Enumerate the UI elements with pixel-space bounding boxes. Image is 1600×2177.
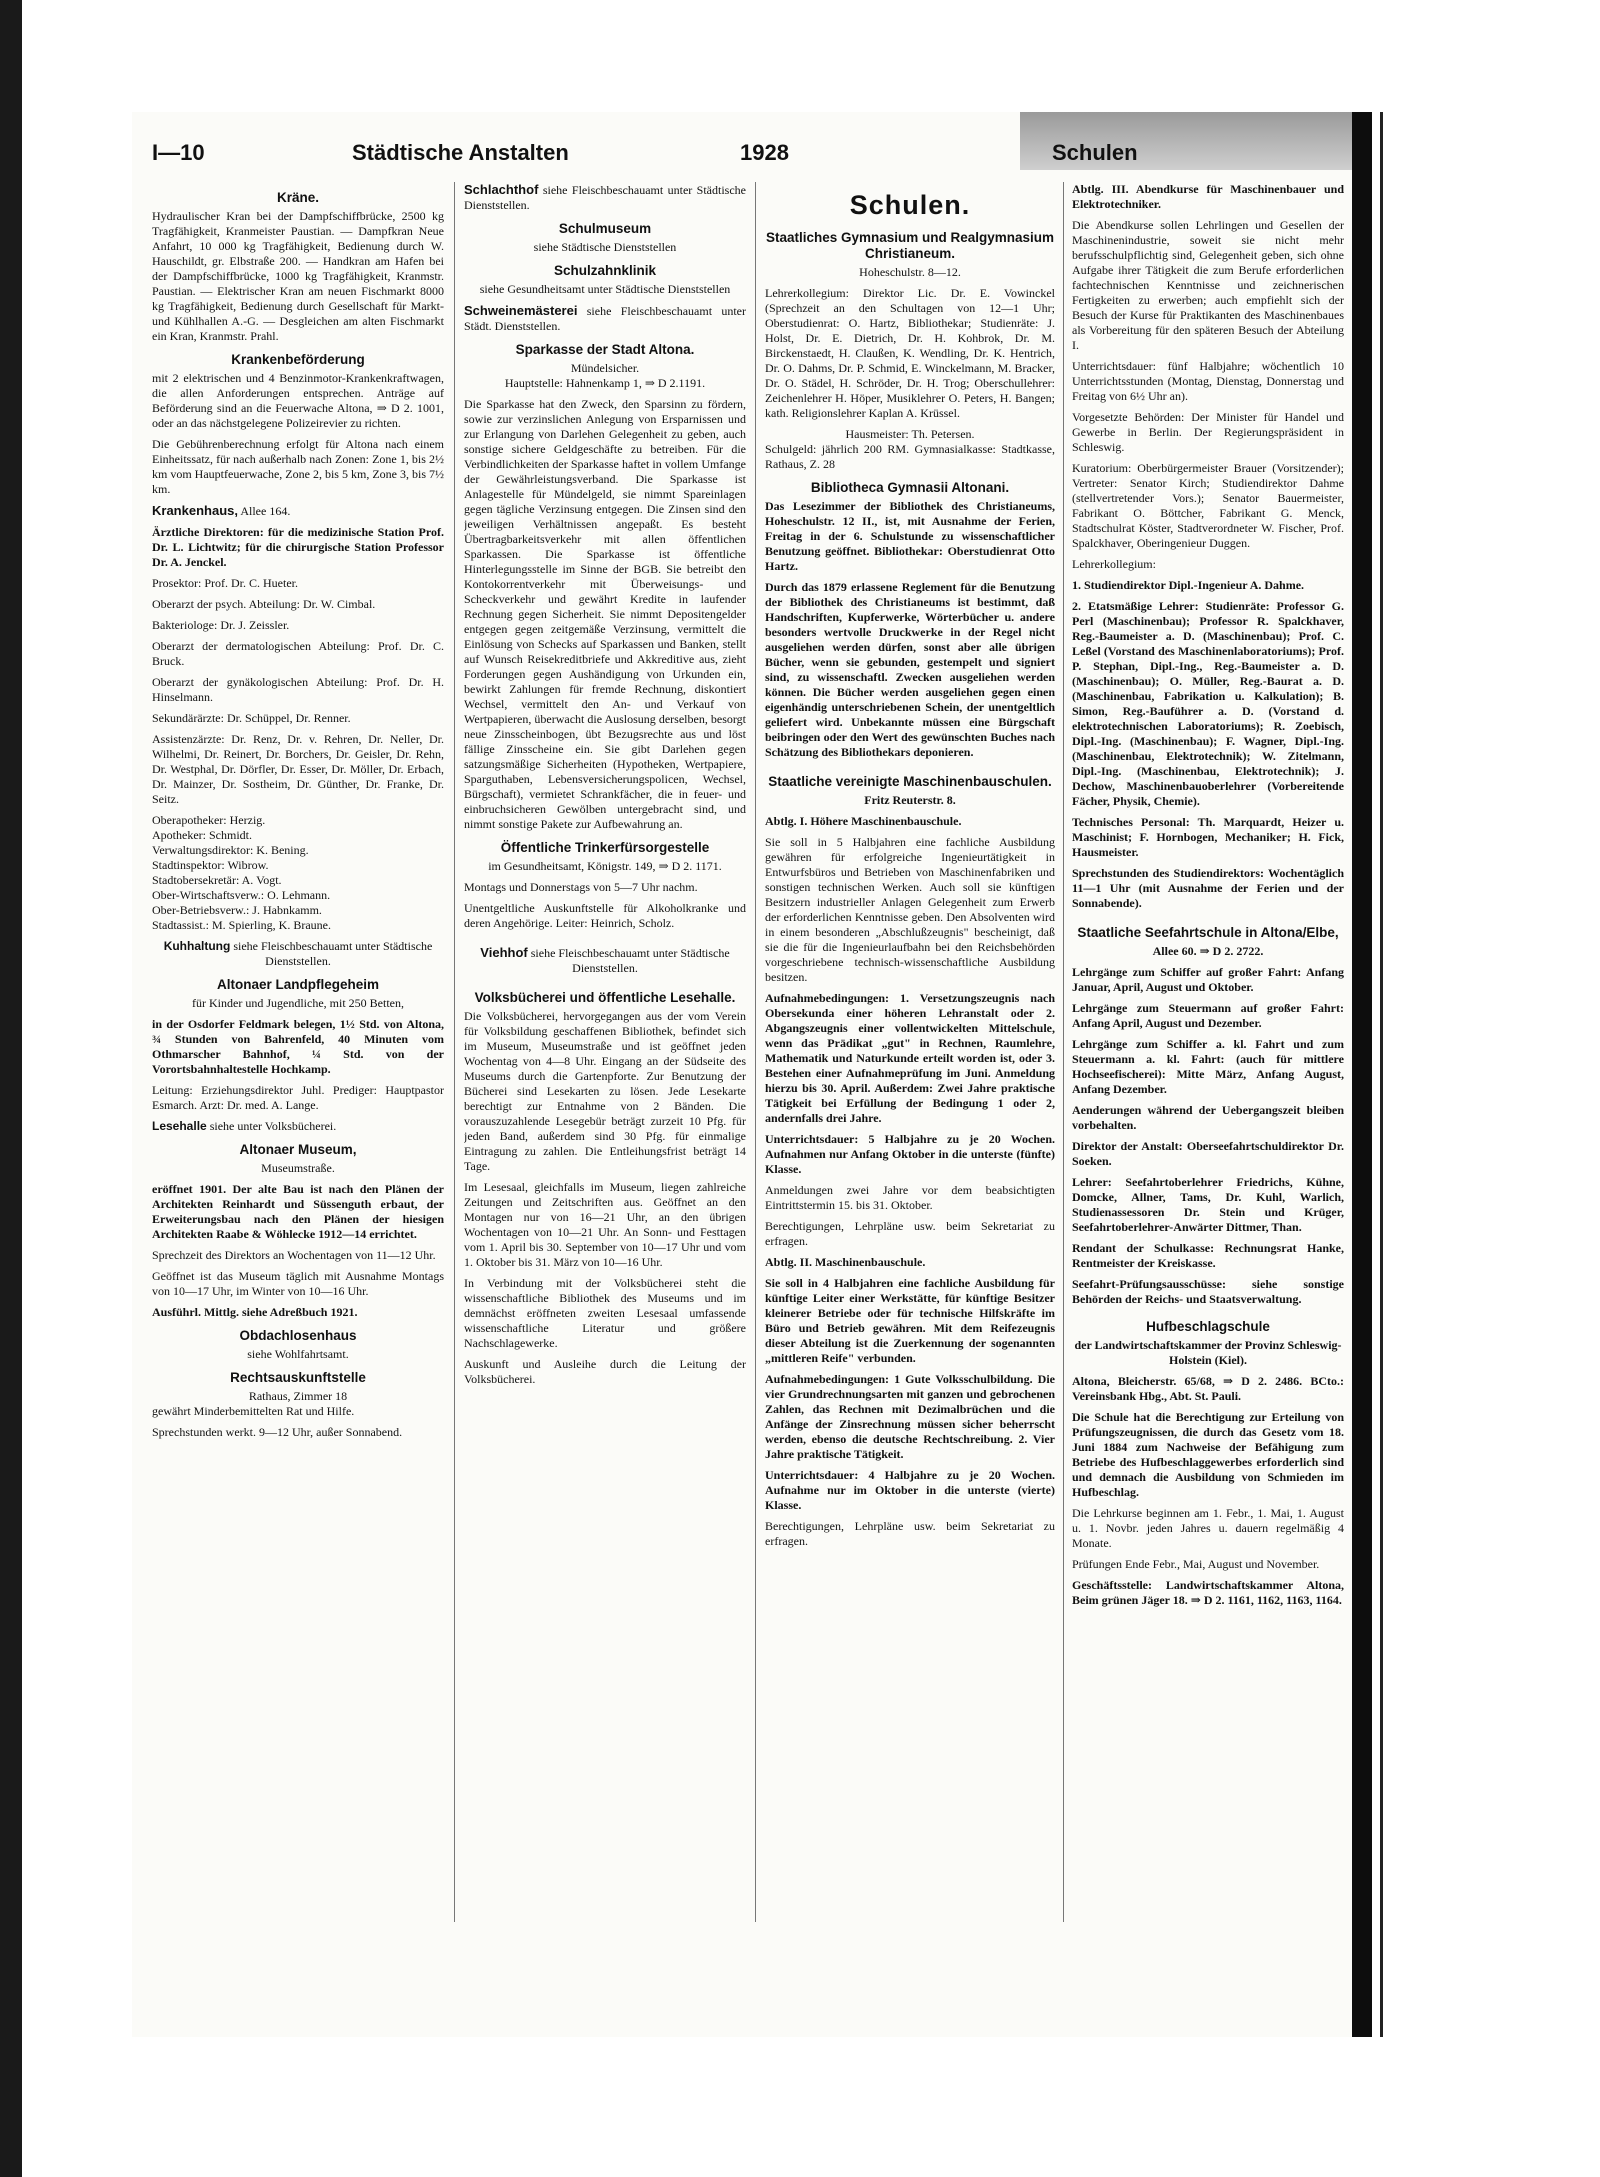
abteilung-2-text: Berechtigungen, Lehrpläne usw. beim Sekretariat zu erfragen. (765, 1519, 1055, 1548)
list-item: Oberarzt der psych. Abteilung: Dr. W. Cimbal. (152, 597, 376, 611)
column-4 (1072, 182, 1344, 1932)
chapter-title: Schulen (1052, 140, 1138, 165)
landpflegeheim-subtitle: für Kinder und Jugendliche, mit 250 Betten, (192, 996, 404, 1010)
column-rule (755, 182, 756, 1922)
schweinemaesterei-text: siehe Fleischbeschauamt unter Städt. Dienststellen. (464, 304, 746, 333)
hufbeschlagschule-text: Die Schule hat die Berechtigung zur Erteilung von Prüfungszeugnissen, die durch das Gesetz vom 18. Juni 1884 zum Nachweise der Befähigung zum Betriebe des Hufbeschlaggewerbes erforderlich sind und demnach die Ausbildung von Schmieden im Hufbeschlag. (1072, 1410, 1344, 1499)
schlachthof-heading: Schlachthof (464, 182, 539, 197)
list-item: Assistenzärzte: Dr. Renz, Dr. v. Rehren, Dr. Neller, Dr. Wilhelmi, Dr. Reinert, Dr. Borchers, Dr. Geisler, Dr. Rehn, Dr. Westphal, Dr. Dörfler, Dr. Esser, Dr. Möller, Dr. Erbach, Dr. Mainzer, Dr. Sostheim, Dr. Günther, Dr. Franke, Dr. Seitz. (152, 732, 444, 806)
abteilung-2-text: Aufnahmebedingungen: 1 Gute Volksschulbildung. Die vier Grundrechnungsarten mit ganzen und gebrochenen Zahlen, das Rechnen mit Dezimalbrüchen und die Anfänge der Zinsrechnung müssen sicher beherrscht werden, ebenso die deutsche Rechtschreibung. 2. Vier Jahre praktische Tätigkeit. (765, 1372, 1055, 1461)
kuhhaltung-heading: Kuhhaltung (163, 939, 231, 953)
obdachlosenhaus-heading: Obdachlosenhaus (239, 1328, 357, 1343)
abteilung-3-text: Sprechstunden des Studiendirektors: Wochentäglich 11—1 Uhr (mit Ausnahme der Ferien und der Sonnabende). (1072, 866, 1344, 910)
krankenhaus-text: Ärztliche Direktoren: für die medizinische Station Prof. Dr. L. Lichtwitz; für die chirurgische Station Professor Dr. A. Jenckel. (152, 525, 444, 569)
kraene-text: Hydraulischer Kran bei der Dampfschiffbrücke, 2500 kg Tragfähigkeit, Kranmeister Paustian. — Dampfkran Neue Anfahrt, 10 000 kg Tragfähigkeit, Bedienung durch W. Hauschildt, gr. Elbstraße 200. — Handkran am Hafen bei der Dampfschiffbrücke, 1000 kg Tragfähigkeit, Kranmstr. Paustian. — Elektrischer Kran am neuen Fischmarkt 8000 kg Tragfähigkeit, Bedienung durch Gesellschaft für Markt- und Kühlhallen A.-G. — Desgleichen am alten Fischmarkt ein Kran, Kranmstr. Prahl. (152, 209, 444, 343)
volksbuecherei-text: In Verbindung mit der Volksbücherei steht die wissenschaftliche Bibliothek des Museums und im demnächst eröffneten zweiten Lesesaal umfassende wissenschaftliche Literatur und größere Nachschlagewerke. (464, 1276, 746, 1350)
trinkerfuersorge-text: Montags und Donnerstags von 5—7 Uhr nachm. (464, 880, 698, 894)
volksbuecherei-text: Im Lesesaal, gleichfalls im Museum, liegen zahlreiche Zeitungen und Zeitschriften aus. Geöffnet an den Montagen nur von 16—21 Uhr, an den übrigen Wochentagen von 10—21 Uhr. An Sonn- und Festtagen vom 1. April bis 30. September von 10—17 Uhr und vom 1. Oktober bis 31. März von 10—16 Uhr. (464, 1180, 746, 1269)
christianeum-heading: Staatliches Gymnasium und Realgymnasium Christianeum. (765, 230, 1055, 261)
seefahrtschule-text: Direktor der Anstalt: Oberseefahrtschuldirektor Dr. Soeken. (1072, 1139, 1344, 1168)
seefahrtschule-text: Lehrer: Seefahrtoberlehrer Friedrichs, Kühne, Domcke, Allner, Tams, Dr. Kuhl, Warlich, Studienassessoren Dr. Stein und Krüger, Seefahrtoberlehrer-Anwärter Dittmer, Than. (1072, 1175, 1344, 1234)
list-item: Ober-Betriebsverw.: J. Habnkamm. (152, 903, 322, 917)
hufbeschlagschule-text: Prüfungen Ende Febr., Mai, August und November. (1072, 1557, 1320, 1571)
museum-heading: Altonaer Museum, (239, 1142, 357, 1157)
seefahrtschule-text: Lehrgänge zum Steuermann auf großer Fahrt: Anfang April, August und Dezember. (1072, 1001, 1344, 1030)
list-item: Stadtobersekretär: A. Vogt. (152, 873, 282, 887)
schulzahnklinik-text: siehe Gesundheitsamt unter Städtische Dienststellen (479, 282, 731, 296)
christianeum-text: Lehrerkollegium: Direktor Lic. Dr. E. Vowinckel (Sprechzeit an den Schultagen von 12—1 Uhr; Oberstudienrat: O. Hartz, Bibliothekar; Studienräte: J. Holst, Dr. E. Dietrich, Dr. H. Kohbrok, Dr. M. Birckenstaedt, H. Claußen, K. Wendling, Dr. K. Hentrich, Dr. O. Dahms, Dr. P. Schmid, E. Winckelmann, M. Bracker, Dr. O. Städel, H. Schröder, Dr. H. Trog; Oberschullehrer: Zeichenlehrer H. Höper, Musiklehrer O. Peters, H. Bangen; kath. Religionslehrer Kaplan A. Krüssel. (765, 286, 1055, 420)
abteilung-1-text: Berechtigungen, Lehrpläne usw. beim Sekretariat zu erfragen. (765, 1219, 1055, 1248)
schulzahnklinik-heading: Schulzahnklinik (553, 263, 657, 278)
sparkasse-heading: Sparkasse der Stadt Altona. (515, 342, 695, 357)
lesehalle-heading: Lesehalle (152, 1119, 207, 1133)
krankenhaus-staff-list (152, 576, 444, 933)
scan-right-line (1380, 112, 1383, 2037)
abteilung-1-text: Unterrichtsdauer: 5 Halbjahre zu je 20 Wochen. Aufnahmen nur Anfang Oktober in die unterste (fünfte) Klasse. (765, 1132, 1055, 1176)
trinkerfuersorge-heading: Öffentliche Trinkerfürsorgestelle (500, 840, 710, 855)
seefahrtschule-text: Seefahrt-Prüfungsausschüsse: siehe sonstige Behörden der Reichs- und Staatsverwaltung. (1072, 1277, 1344, 1306)
list-item: Ober-Wirtschaftsverw.: O. Lehmann. (152, 888, 331, 902)
hufbeschlagschule-text: Geschäftsstelle: Landwirtschaftskammer Altona, Beim grünen Jäger 18. ⇒ D 2. 1161, 1162, 1163, 1164. (1072, 1578, 1344, 1607)
column-2 (464, 182, 746, 1932)
abteilung-2-heading: Abtlg. II. Maschinenbauschule. (765, 1255, 926, 1269)
list-item: Oberarzt der gynäkologischen Abteilung: Prof. Dr. H. Hinselmann. (152, 675, 444, 704)
christianeum-address: Hoheschulstr. 8—12. (859, 265, 961, 279)
bibliotheca-heading: Bibliotheca Gymnasii Altonani. (810, 480, 1010, 495)
schweinemaesterei-heading: Schweinemästerei (464, 303, 578, 318)
seefahrtschule-text: Lehrgänge zum Schiffer a. kl. Fahrt und zum Steuermann a. kl. Fahrt: (auch für mittlere Hochseefischerei): Mitte März, Anfang August, Anfang Dezember. (1072, 1037, 1344, 1096)
list-item: Stadtinspektor: Wibrow. (152, 858, 269, 872)
rechtsauskunft-text: Sprechstunden werkt. 9—12 Uhr, außer Sonnabend. (152, 1425, 403, 1439)
museum-address: Museumstraße. (261, 1161, 335, 1175)
schulen-heading: Schulen. (849, 190, 971, 220)
section-title: Städtische Anstalten (352, 140, 569, 165)
abteilung-3-text: Lehrerkollegium: (1072, 557, 1156, 571)
schulmuseum-text: siehe Städtische Dienststellen (533, 240, 677, 254)
scan-left-edge (0, 0, 22, 2177)
museum-text: Ausführl. Mittlg. siehe Adreßbuch 1921. (152, 1305, 358, 1319)
list-item: Apotheker: Schmidt. (152, 828, 252, 842)
krankenbefoerderung-text: mit 2 elektrischen und 4 Benzinmotor-Krankenkraftwagen, die allen Anforderungen entsprechen. Anträge auf Beförderung sind an die Feuerwache Altona, ⇒ D 2. 1001, oder an das nächstgelegene Polizeirevier zu richten. (152, 371, 444, 430)
abteilung-3-text: 2. Etatsmäßige Lehrer: Studienräte: Professor G. Perl (Maschinenbau); Professor R. Spalckhaver, Reg.-Baumeister a. D. (Maschinenbau); Prof. C. Leßel (Vorstand des Maschinenlaboratoriums); Prof. P. Stephan, Dipl.-Ing., Reg.-Baumeister a. D. (Maschinenbau); O. Müller, Reg.-Baurat a. D. (Maschinenbau, Fabrikation u. Kalkulation); B. Simon, Reg.-Bauführer a. D. (Vorstand d. elektrotechnischen Laboratoriums); R. Zoebisch, Dipl.-Ing. (Maschinenbau); F. Wagner, Dipl.-Ing. (Maschinenbau, Elektrotechnik); W. Zitelmann, Dipl.-Ing. (Maschinenbau, Elektrotechnik); J. Dechow, Maschinenbauoberlehrer (Vorbereitende Fächer, Physik, Chemie). (1072, 599, 1344, 808)
krankenbefoerderung-text: Die Gebührenberechnung erfolgt für Altona nach einem Einheitssatz, für nach außerhalb nach Zonen: Zone 1, bis 2½ km vom Hauptfeuerwache, Zone 2, bis 5 km, Zone 3, bis 7½ km. (152, 437, 444, 496)
abteilung-2-text: Unterrichtsdauer: 4 Halbjahre zu je 20 Wochen. Aufnahme nur im Oktober in die unterste (vierte) Klasse. (765, 1468, 1055, 1512)
abteilung-3-text: 1. Studiendirektor Dipl.-Ingenieur A. Dahme. (1072, 578, 1305, 592)
museum-text: Geöffnet ist das Museum täglich mit Ausnahme Montags von 10—17 Uhr, im Winter von 10—16 Uhr. (152, 1269, 444, 1298)
volksbuecherei-text: Auskunft und Ausleihe durch die Leitung der Volksbücherei. (464, 1357, 746, 1386)
bibliotheca-text: Das Lesezimmer der Bibliothek des Christianeums, Hoheschulstr. 12 II., ist, mit Ausnahme der Ferien, Freitag in der 6. Schulstunde zu wissenschaftlicher Benutzung geöffnet. Bibliothekar: Oberstudienrat Otto Hartz. (765, 499, 1055, 573)
list-item: Bakteriologe: Dr. J. Zeissler. (152, 618, 290, 632)
abteilung-3-text: Vorgesetzte Behörden: Der Minister für Handel und Gewerbe in Berlin. Der Regierungspräsident in Schleswig. (1072, 410, 1344, 454)
abteilung-1-text: Sie soll in 5 Halbjahren eine fachliche Ausbildung gewähren für erfolgreiche Ingenieurtätigkeit in Entwurfsbüros und Betrieben von Maschinenfabriken und sonstigen technischen Werken. Auch soll sie künftigen Besitzern industrieller Anlagen Gelegenheit zum Erwerb der erforderlichen Kenntnisse geben. Den Absolventen wird in einem besonderen „Abschlußzeugnis" bescheinigt, daß sie die für die Ingenieurlaufbahn bei den Reichsbehörden vorgeschriebene technisch-wissenschaftliche Ausbildung besitzen. (765, 835, 1055, 984)
landpflegeheim-text: in der Osdorfer Feldmark belegen, 1½ Std. von Altona, ¾ Stunden von Bahrenfeld, 40 Minuten vom Othmarscher Bahnhof, ¼ Std. von der Vorortsbahnhaltestelle Hochkamp. (152, 1017, 444, 1076)
list-item: Verwaltungsdirektor: K. Bening. (152, 843, 309, 857)
column-1 (152, 182, 444, 1932)
page-header (152, 140, 1342, 170)
hufbeschlagschule-heading: Hufbeschlagschule (1146, 1319, 1270, 1334)
rechtsauskunft-text: gewährt Minderbemittelten Rat und Hilfe. (152, 1404, 355, 1418)
list-item: Oberarzt der dermatologischen Abteilung: Prof. Dr. C. Bruck. (152, 639, 444, 668)
seefahrtschule-heading: Staatliche Seefahrtschule in Altona/Elbe, (1077, 925, 1339, 940)
schlachthof-text: siehe Fleischbeschauamt unter Städtische Dienststellen. (464, 183, 746, 212)
museum-text: Sprechzeit des Direktors an Wochentagen von 11—12 Uhr. (152, 1248, 436, 1262)
seefahrtschule-text: Lehrgänge zum Schiffer auf großer Fahrt: Anfang Januar, April, August und Oktober. (1072, 965, 1344, 994)
column-rule (1063, 182, 1064, 1922)
seefahrtschule-address: Allee 60. ⇒ D 2. 2722. (1152, 944, 1264, 958)
abteilung-1-text: Aufnahmebedingungen: 1. Versetzungszeugnis nach Obersekunda einer höheren Lehranstalt oder 2. Abgangszeugnis einer vollentwickelten Mittelschule, wenn das Prädikat „gut" in Rechnen, Raumlehre, Mathematik und Naturkunde erteilt worden ist, oder 3. Bestehen einer Aufnahmeprüfung im Juni. Anmeldung hierzu bis 30. April. Außerdem: Zwei Jahre praktische Tätigkeit bei Erfüllung der Bedingung 1 oder 2, andernfalls drei Jahre. (765, 991, 1055, 1125)
list-item: Stadtassist.: M. Spierling, K. Braune. (152, 918, 331, 932)
abteilung-3-text: Technisches Personal: Th. Marquardt, Heizer u. Maschinist; F. Hornbogen, Mechaniker; H. Fick, Hausmeister. (1072, 815, 1344, 859)
lesehalle-text: siehe unter Volksbücherei. (209, 1119, 337, 1133)
hufbeschlagschule-text: Die Lehrkurse beginnen am 1. Febr., 1. Mai, 1. August u. 1. Novbr. jeden Jahres u. dauern regelmäßig 4 Monate. (1072, 1506, 1344, 1550)
volksbuecherei-heading: Volksbücherei und öffentliche Lesehalle. (474, 990, 736, 1005)
sparkasse-address: Hauptstelle: Hahnenkamp 1, ⇒ D 2.1191. (504, 376, 706, 390)
maschinenbauschulen-heading: Staatliche vereinigte Maschinenbauschulen. (768, 774, 1052, 789)
column-rule (454, 182, 455, 1922)
scan-right-edge (1352, 112, 1372, 2037)
list-item: Sekundärärzte: Dr. Schüppel, Dr. Renner. (152, 711, 351, 725)
abteilung-3-text: Die Abendkurse sollen Lehrlingen und Gesellen der Maschinenindustrie, soweit sie nicht mehr berufsschulpflichtig sind, Gelegenheit geben, sich ohne Aufgabe ihrer Tätigkeit die zum Berufe erforderlichen fachtechnischen Kenntnisse und zeichnerischen Fertigkeiten zu erwerben; auch empfiehlt sich der Besuch der Kurse für Praktikanten des Maschinenbaues als Vorbereitung für den späteren Besuch der Abteilung I. (1072, 218, 1344, 352)
abteilung-3-text: Unterrichtsdauer: fünf Halbjahre; wöchentlich 10 Unterrichtsstunden (Montag, Dienstag, Donnerstag und Freitag von 6½ Uhr an). (1072, 359, 1344, 403)
trinkerfuersorge-text: Unentgeltliche Auskunftstelle für Alkoholkranke und deren Angehörige. Leiter: Heinrich, Scholz. (464, 901, 746, 930)
schulmuseum-heading: Schulmuseum (558, 221, 652, 236)
viehhof-text: siehe Fleischbeschauamt unter Städtische Dienststellen. (530, 946, 730, 975)
rechtsauskunft-heading: Rechtsauskunftstelle (230, 1370, 366, 1385)
obdachlosenhaus-text: siehe Wohlfahrtsamt. (247, 1347, 349, 1361)
kuhhaltung-text: siehe Fleischbeschauamt unter Städtische Dienststellen. (233, 939, 433, 968)
landpflegeheim-leitung: Leitung: Erziehungsdirektor Juhl. Prediger: Hauptpastor Esmarch. Arzt: Dr. med. A. Lange. (152, 1083, 444, 1112)
trinkerfuersorge-address: im Gesundheitsamt, Königstr. 149, ⇒ D 2. 1171. (488, 859, 722, 873)
seefahrtschule-text: Aenderungen während der Uebergangszeit bleiben vorbehalten. (1072, 1103, 1344, 1132)
kraene-heading: Kräne. (276, 190, 320, 205)
krankenhaus-address: Allee 164. (240, 504, 291, 518)
hufbeschlagschule-subtitle: der Landwirtschaftskammer der Provinz Schleswig-Holstein (Kiel). (1074, 1338, 1342, 1367)
seefahrtschule-text: Rendant der Schulkasse: Rechnungsrat Hanke, Rentmeister der Kreiskasse. (1072, 1241, 1344, 1270)
list-item: Oberapotheker: Herzig. (152, 813, 266, 827)
viehhof-heading: Viehhof (480, 945, 528, 960)
volksbuecherei-text: Die Volksbücherei, hervorgegangen aus der vom Verein für Volksbildung geschaffenen Bibliothek, befindet sich im Museum, Museumstraße und ist geöffnet jeden Wochentag von 4—8 Uhr. Eingang an der Südseite des Museums durch die Gartenpforte. Zur Benutzung der Bücherei sind Lesekarten zu lösen. Jede Lesekarte berechtigt zur Entnahme von 2 Bänden. Die vorauszuzahlende Lesegebür beträgt zurzeit 10 Pfg. für jeden Band, außerdem sind 30 Pfg. für einmalige Eintragung zu zahlen. Die Entleihungsfrist beträgt 14 Tage. (464, 1009, 746, 1173)
christianeum-text: Hausmeister: Th. Petersen. (845, 427, 975, 441)
page-number: I—10 (152, 140, 205, 165)
rechtsauskunft-text: Rathaus, Zimmer 18 (248, 1389, 348, 1403)
museum-text: eröffnet 1901. Der alte Bau ist nach den Plänen der Architekten Reinhardt und Süssenguth erbaut, der Erweiterungsbau nach den Plänen der hiesigen Architekten Raabe & Wöhlecke 1912—14 errichtet. (152, 1182, 444, 1241)
column-3 (765, 182, 1055, 1932)
krankenbefoerderung-heading: Krankenbeförderung (231, 352, 365, 367)
abteilung-1-text: Anmeldungen zwei Jahre vor dem beabsichtigten Eintrittstermin 15. bis 31. Oktober. (765, 1183, 1055, 1212)
sparkasse-subtitle: Mündelsicher. (570, 361, 640, 375)
year: 1928 (740, 140, 789, 165)
landpflegeheim-heading: Altonaer Landpflegeheim (216, 977, 380, 992)
abteilung-2-text: Sie soll in 4 Halbjahren eine fachliche Ausbildung für künftige Leiter einer Werkstätte, für künftige Besitzer kleinerer Betriebe oder für technische Hilfskräfte im Büro und Betrieb gewähren. Mit dem Reifezeugnis dieser Abteilung ist die Zuerkennung der sogenannten „mittleren Reife" verbunden. (765, 1276, 1055, 1365)
maschinenbauschulen-address: Fritz Reuterstr. 8. (864, 793, 956, 807)
list-item: Prosektor: Prof. Dr. C. Hueter. (152, 576, 298, 590)
abteilung-3-text: Kuratorium: Oberbürgermeister Brauer (Vorsitzender); Vertreter: Senator Kirch; Studiendirektor Dahme (stellvertretender Vors.); Senator Bauermeister, Fabrikant O. Böttcher, Fabrikant G. Menck, Stadtschulrat Köster, Stadtverordneter W. Fischer, Prof. Spalckhaver, Oberingenieur Duggen. (1072, 461, 1344, 550)
hufbeschlagschule-text: Altona, Bleicherstr. 65/68, ⇒ D 2. 2486. BCto.: Vereinsbank Hbg., Abt. St. Pauli. (1072, 1374, 1344, 1403)
christianeum-text: Schulgeld: jährlich 200 RM. Gymnasialkasse: Stadtkasse, Rathaus, Z. 28 (765, 442, 1055, 471)
abteilung-3-heading: Abtlg. III. Abendkurse für Maschinenbauer und Elektrotechniker. (1072, 182, 1344, 211)
krankenhaus-heading: Krankenhaus, (152, 503, 238, 518)
sparkasse-text: Die Sparkasse hat den Zweck, den Sparsinn zu fördern, sowie zur verzinslichen Anlegung von Ersparnissen und zur Erlangung von Darlehen Gelegenheit zu geben, auch sonstige sichere Geldgeschäfte zu betreiben. Für die Verbindlichkeiten der Sparkasse haftet in vollem Umfange der Gewährleistungsverband. Die Sparkasse ist Anlagestelle für Mündelgeld, sie nimmt Spareinlagen gegen tägliche Verzinsung entgegen. Die Zinsen sind den jeweiligen Verhältnissen angepaßt. Es besteht Übertragbarkeitsverkehr mit allen öffentlichen Sparkassen. Die Sparkasse ist öffentliche Hinterlegungsstelle im Sinne der BGB. Sie betreibt den Kontokorrentverkehr mit Überweisungs- und Scheckverkehr und gewährt Kredite in laufender Rechnung gegen Sicherheit. Sie nimmt Depositengelder entgegen gegen zeitgemäße Verzinsung, vermittelt die Einlösung von Schecks auf Sparkassen und Banken, stellt auf Wunsch Reisekreditbriefe und Akkreditive aus, zieht Forderungen gegen Aushändigung von Urkunden ein, bewirkt Zahlungen für fremde Rechnung, diskontiert Wechsel, vermittelt den An- und Verkauf von Wertpapieren, überwacht die Auslosung derselben, besorgt neue Zinsscheinbogen, übt Bezugsrechte aus und löst fällige Zinsscheine ein. Sie gibt Darlehen gegen satzungsmäßige Sicherheiten (Hypotheken, Wertpapiere, Sparguthaben, Lebensversicherungspolicen, Wechsel, Bürgschaft), vermietet Schrankfächer, die in feuer- und einbruchsicheren Gewölben untergebracht sind, und nimmt sonstige Pakete zur Aufbewahrung an. (464, 397, 746, 831)
abteilung-1-heading: Abtlg. I. Höhere Maschinenbauschule. (765, 814, 962, 828)
bibliotheca-text: Durch das 1879 erlassene Reglement für die Benutzung der Bibliothek des Christianeums ist bestimmt, daß Handschriften, Kupferwerke, Wörterbücher u. andere besonders wertvolle Druckwerke in der Regel nicht ausgeliehen werden dürfen, sonst aber alle übrigen Bücher, wenn sie gebunden, gestempelt und signiert sind, zu wissenschaftl. Zwecken ausgeliehen werden können. Die Bücher werden ausgeliehen gegen einen eigenhändig unterschriebenen Schein, der unentgeltlich geliefert wird. Unbekannte müssen eine Bürgschaft beibringen oder den Wert des gewünschten Buches nach Schätzung des Bibliothekars deponieren. (765, 580, 1055, 759)
